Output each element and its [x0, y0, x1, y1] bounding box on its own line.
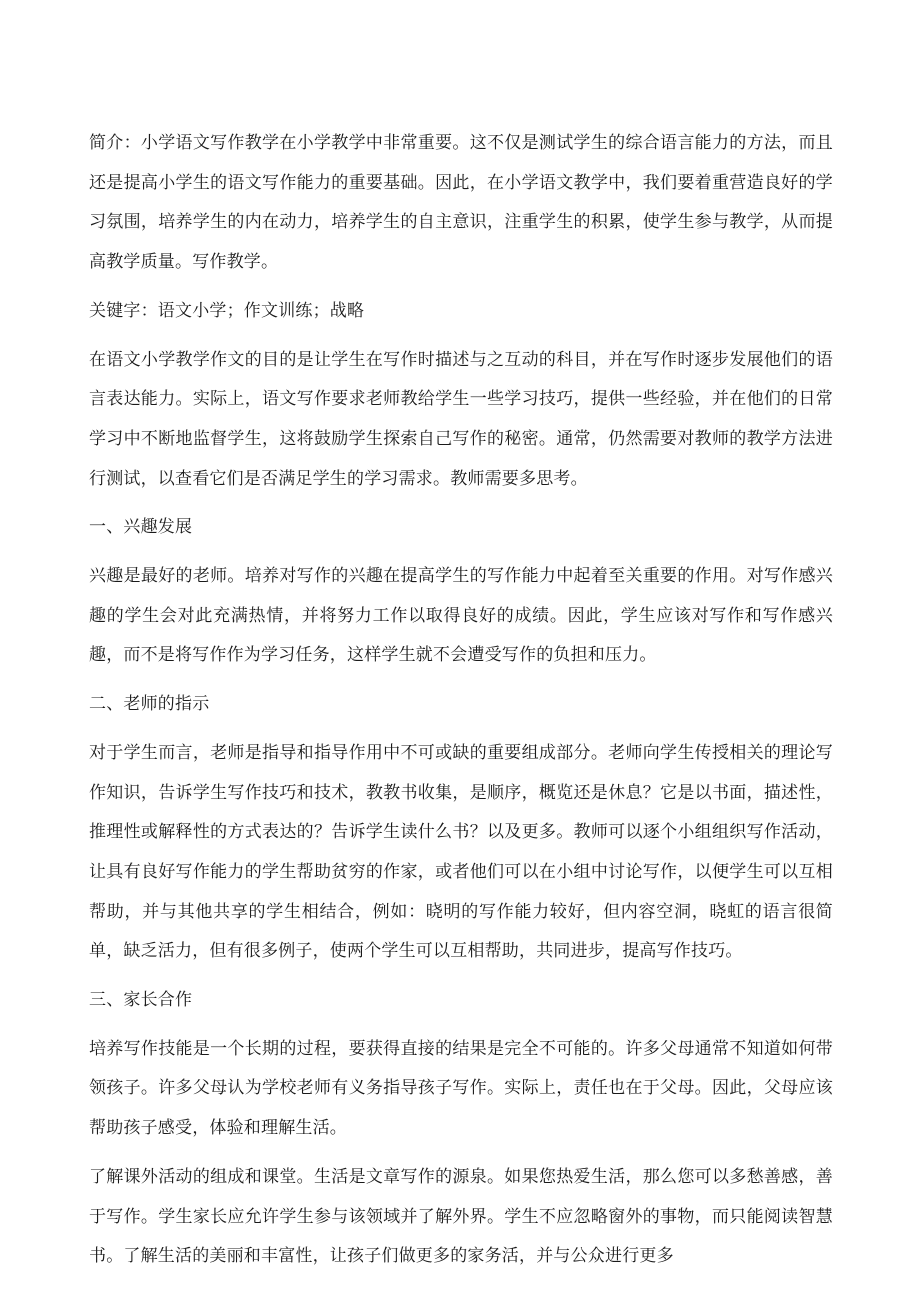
intro-paragraph: 在语文小学教学作文的目的是让学生在写作时描述与之互动的科目，并在写作时逐步发展他们的语言表达能力。实际上，语文写作要求老师教给学生一些学习技巧，提供一些经验，并在他们的日常学习中不断地监督学生，这将鼓励学生探索自己写作的秘密。通常，仍然需要对教师的教学方法进行测试，以查看它们是否满足学生的学习需求。教师需要多思考。: [89, 349, 833, 489]
document-body: [89, 124, 833, 1286]
interest-paragraph: 兴趣是最好的老师。培养对写作的兴趣在提高学生的写作能力中起着至关重要的作用。对写作感兴趣的学生会对此充满热情，并将努力工作以取得良好的成绩。因此，学生应该对写作和写作感兴趣，而不是将写作作为学习任务，这样学生就不会遭受写作的负担和压力。: [89, 566, 833, 666]
section-heading-teacher: 二、老师的指示: [89, 694, 210, 715]
teacher-paragraph: 对于学生而言，老师是指导和指导作用中不可或缺的重要组成部分。老师向学生传授相关的理论写作知识，告诉学生写作技巧和技术，教教书收集，是顺序，概览还是休息？它是以书面，描述性，推理性或解释性的方式表达的？告诉学生读什么书？以及更多。教师可以逐个小组组织写作活动，让具有良好写作能力的学生帮助贫穷的作家，或者他们可以在小组中讨论写作，以便学生可以互相帮助，并与其他共享的学生相结合，例如：晓明的写作能力较好，但内容空洞，晓虹的语言很简单，缺乏活力，但有很多例子，使两个学生可以互相帮助，共同进步，提高写作技巧。: [89, 742, 833, 962]
extracurricular-paragraph: 了解课外活动的组成和课堂。生活是文章写作的源泉。如果您热爱生活，那么您可以多愁善感，善于写作。学生家长应允许学生参与该领域并了解外界。学生不应忽略窗外的事物，而只能阅读智慧书。了解生活的美丽和丰富性，让孩子们做更多的家务活，并与公众进行更多: [89, 1166, 833, 1267]
abstract-paragraph: 简介：小学语文写作教学在小学教学中非常重要。这不仅是测试学生的综合语言能力的方法，而且还是提高小学生的语文写作能力的重要基础。因此，在小学语文教学中，我们要着重营造良好的学习氛围，培养学生的内在动力，培养学生的自主意识，注重学生的积累，使学生参与教学，从而提高教学质量。写作教学。: [89, 133, 833, 273]
parents-paragraph: 培养写作技能是一个长期的过程，要获得直接的结果是完全不可能的。许多父母通常不知道如何带领孩子。许多父母认为学校老师有义务指导孩子写作。实际上，责任也在于父母。因此，父母应该帮助孩子感受，体验和理解生活。: [89, 1038, 833, 1139]
keywords-paragraph: 关键字：语文小学；作文训练；战略: [89, 300, 365, 321]
section-heading-parents: 三、家长合作: [89, 990, 193, 1011]
section-heading-interest: 一、兴趣发展: [89, 517, 193, 538]
